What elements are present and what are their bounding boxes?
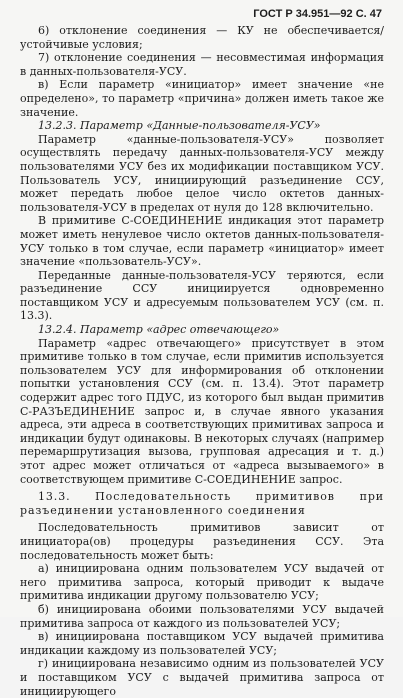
paragraph-item-v: в) Если параметр «инициатор» имеет значение «не определено», то параметр «причина» должен иметь такое же значение. [20, 78, 384, 119]
list-item-g: г) инициирована независимо одним из пользователей УСУ и поставщиком УСУ с выдачей примитива запроса от инициирующего [20, 657, 384, 698]
paragraph-indication: В примитиве С-СОЕДИНЕНИЕ индикация этот параметр может иметь ненулевое число октетов данных-пользователя-УСУ только в том случае, если параметр «инициатор» имеет значение «пользователь-УСУ». [20, 214, 384, 269]
paragraph-user-data: Параметр «данные-пользователя-УСУ» позволяет осуществлять передачу данных-пользователя-УСУ между пользователями УСУ без их модификации поставщиком УСУ. Пользователь УСУ, инициирующий разъединение ССУ, может передать любое целое число октетов данных-пользователя-УСУ в пределах от нуля до 128 включительно. [20, 132, 384, 214]
section-heading-13-3: 13.3. Последовательность примитивов при разъединении установленного соединения [20, 490, 384, 517]
section-heading-13-2-4: 13.2.4. Параметр «адрес отвечающего» [38, 323, 280, 337]
list-item-a: а) инициирована одним пользователем УСУ выдачей от него примитива запроса, который приводит к выдаче примитива индикации другому пользователю УСУ; [20, 562, 384, 603]
document-body [20, 24, 384, 698]
paragraph-item-6: 6) отклонение соединения — КУ не обеспечивается/устойчивые условия; [20, 24, 384, 51]
paragraph-sequence-intro: Последовательность примитивов зависит от инициатора(ов) процедуры разъединения ССУ. Эта последовательность может быть: [20, 521, 384, 562]
paragraph-responder-address: Параметр «адрес отвечающего» присутствует в этом примитиве только в том случае, если примитив используется пользователем УСУ для информирования об отклонении попытки установления ССУ (см. п. 13.4). Этот параметр содержит адрес того ПДУС, из которого был выдан примитив С-РАЗЪЕДИНЕНИЕ запрос и, в случае явного указания адреса, эти адреса в соответствующих примитивах запроса и индикации будут одинаковы. В некоторых случаях (например перемаршрутизация вызова, групповая адресация и т. д.) этот адрес может отличаться от «адреса вызываемого» в соответствующем примитиве С-СОЕДИНЕНИЕ запрос. [20, 336, 384, 486]
paragraph-item-7: 7) отклонение соединения — несовместимая информация в данных-пользователя-УСУ. [20, 51, 384, 78]
list-item-b: б) инициирована обоими пользователями УСУ выдачей примитива запроса от каждого из пользователей УСУ; [20, 602, 384, 630]
section-heading-13-2-3: 13.2.3. Параметр «Данные-пользователя-УСУ» [38, 119, 321, 133]
list-item-v: в) инициирована поставщиком УСУ выдачей примитива индикации каждому из пользователей УСУ; [20, 630, 384, 657]
page-header: ГОСТ Р 34.951—92 С. 47 [253, 8, 382, 20]
paragraph-data-lost: Переданные данные-пользователя-УСУ теряются, если разъединение ССУ инициируется одновременно поставщиком УСУ и адресуемым пользователем УСУ (см. п. 13.3). [20, 268, 384, 323]
